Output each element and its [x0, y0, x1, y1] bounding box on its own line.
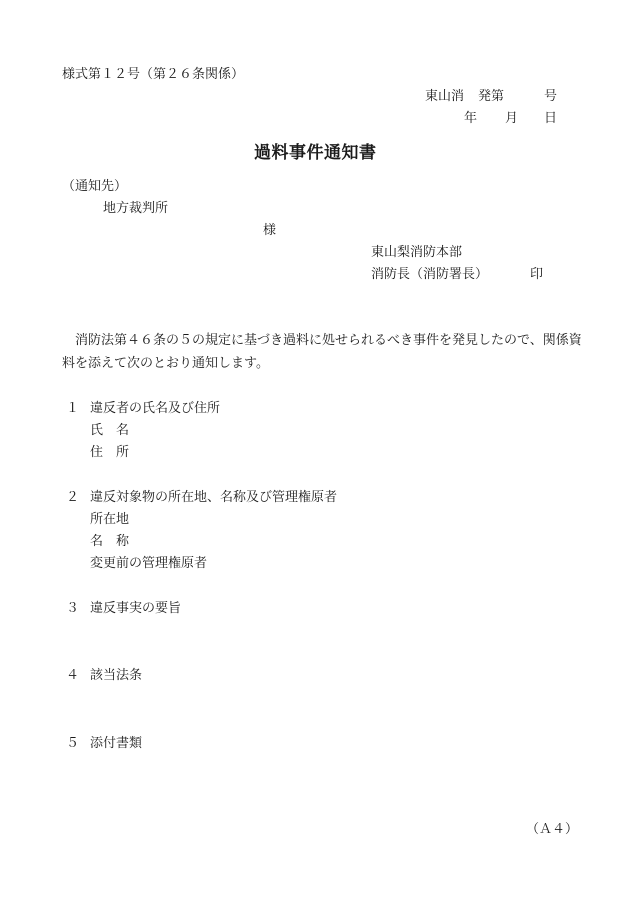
item-4-number: ４ [66, 668, 80, 683]
recipient-honorific: 様 [263, 223, 277, 238]
issue-label: 発第 [478, 89, 505, 104]
item-3-heading: 違反事実の要旨 [90, 601, 182, 616]
date-year: 年 [464, 111, 478, 126]
item-5-heading: 添付書類 [90, 736, 143, 751]
recipient-name: 地方裁判所 [103, 201, 169, 216]
document-title: 過料事件通知書 [254, 143, 377, 163]
item-2-sub-name: 名 称 [90, 534, 130, 549]
item-2-sub-location: 所在地 [90, 512, 130, 527]
item-4-heading: 該当法条 [90, 668, 143, 683]
date-day: 日 [544, 111, 558, 126]
item-1-heading: 違反者の氏名及び住所 [90, 401, 221, 416]
item-1-sub-address: 住 所 [90, 445, 130, 460]
item-3-number: ３ [66, 601, 80, 616]
item-2-heading: 違反対象物の所在地、名称及び管理権原者 [90, 490, 338, 505]
item-1-sub-name: 氏 名 [90, 423, 130, 438]
item-5-number: ５ [66, 736, 80, 751]
issuer-prefix: 東山消 [425, 89, 465, 104]
item-2-sub-manager: 変更前の管理権原者 [90, 556, 208, 571]
sender-org: 東山梨消防本部 [371, 245, 463, 260]
item-1-number: １ [66, 401, 80, 416]
form-label: 様式第１２号（第２６条関係） [62, 67, 245, 82]
date-month: 月 [505, 111, 519, 126]
paper-size-label: （Ａ４） [526, 822, 579, 837]
item-2-number: ２ [66, 490, 80, 505]
recipient-label: （通知先） [62, 179, 128, 194]
number-suffix: 号 [544, 89, 558, 104]
sender-title: 消防長（消防署長） [371, 267, 489, 282]
seal-mark: 印 [530, 267, 544, 282]
body-paragraph: 消防法第４６条の５の規定に基づき過料に処せられるべき事件を発見したので、関係資料を添えて次のとおり通知します。 [62, 333, 582, 371]
